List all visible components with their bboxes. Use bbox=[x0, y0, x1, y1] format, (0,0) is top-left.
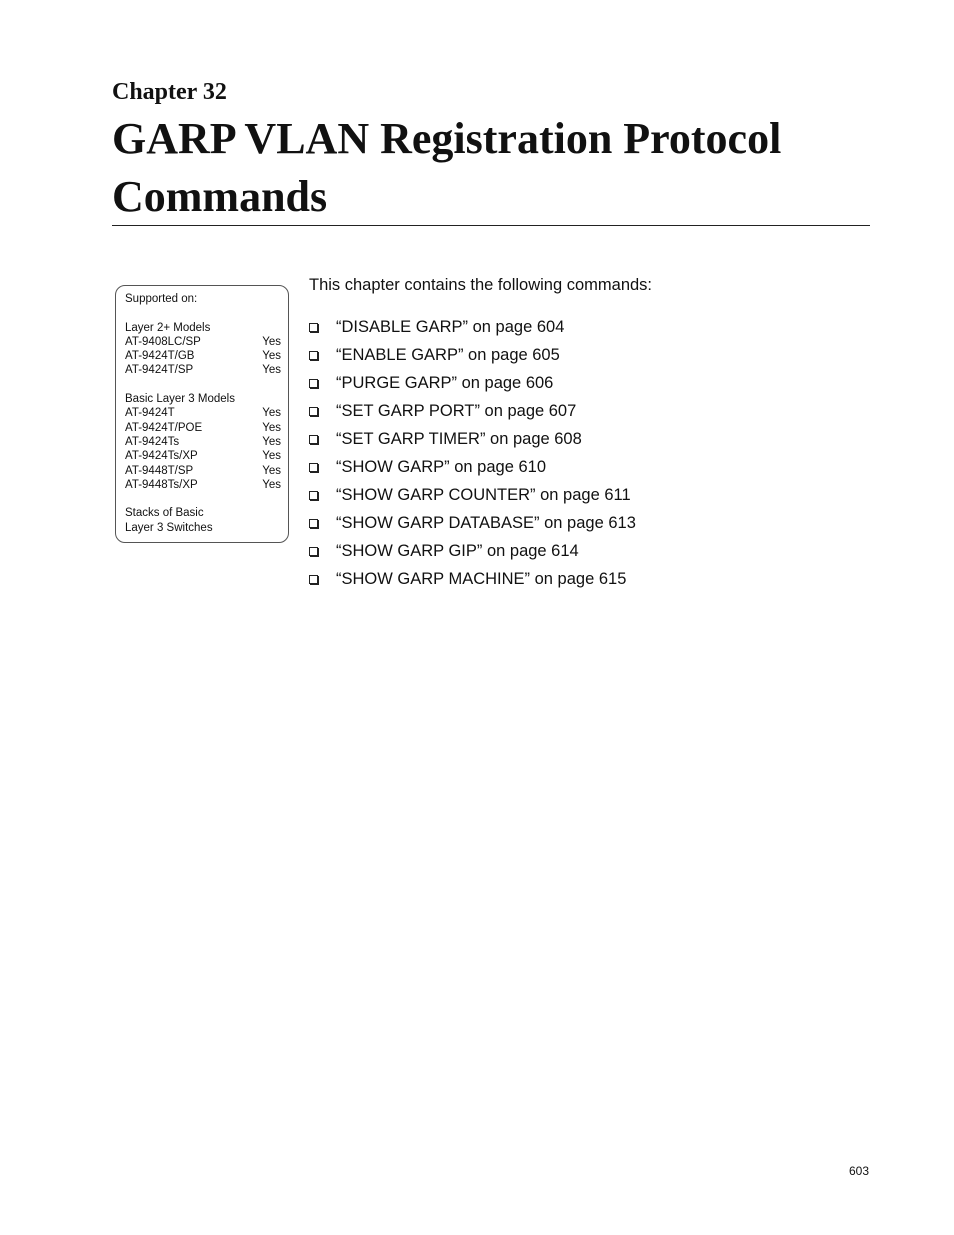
support-value: Yes bbox=[262, 335, 281, 348]
model-row bbox=[125, 335, 281, 349]
page-number: 603 bbox=[849, 1164, 870, 1178]
command-link[interactable]: “PURGE GARP” on page 606 bbox=[336, 373, 554, 392]
group-title: Basic Layer 3 Models bbox=[125, 393, 235, 406]
support-value: Yes bbox=[262, 350, 281, 363]
model-name: AT-9408LC/SP bbox=[125, 335, 201, 348]
list-item bbox=[309, 565, 636, 593]
model-row bbox=[125, 449, 281, 463]
model-row bbox=[125, 478, 281, 492]
command-link[interactable]: “SHOW GARP” on page 610 bbox=[336, 457, 547, 476]
group-title-line: Stacks of Basic bbox=[125, 507, 204, 520]
title-divider bbox=[112, 225, 870, 226]
command-link[interactable]: “SHOW GARP MACHINE” on page 615 bbox=[336, 569, 627, 588]
command-link[interactable]: “SET GARP TIMER” on page 608 bbox=[336, 429, 582, 448]
model-row bbox=[125, 406, 281, 420]
support-value: Yes bbox=[262, 364, 281, 377]
model-name: AT-9424T/POE bbox=[125, 421, 203, 434]
model-name: AT-9424T bbox=[125, 407, 175, 420]
model-row bbox=[125, 464, 281, 478]
layer2-models-group bbox=[125, 321, 281, 378]
list-item bbox=[309, 481, 636, 509]
command-link[interactable]: “SET GARP PORT” on page 607 bbox=[336, 401, 577, 420]
checkbox-bullet-icon bbox=[309, 519, 318, 528]
support-value: Yes bbox=[262, 421, 281, 434]
command-link[interactable]: “ENABLE GARP” on page 605 bbox=[336, 345, 560, 364]
checkbox-bullet-icon bbox=[309, 379, 318, 388]
checkbox-bullet-icon bbox=[309, 435, 318, 444]
list-item bbox=[309, 537, 636, 565]
model-name: AT-9448Ts/XP bbox=[125, 478, 198, 491]
command-link[interactable]: “SHOW GARP DATABASE” on page 613 bbox=[336, 513, 636, 532]
checkbox-bullet-icon bbox=[309, 547, 318, 556]
support-value: Yes bbox=[262, 478, 281, 491]
list-item bbox=[309, 369, 636, 397]
command-link[interactable]: “DISABLE GARP” on page 604 bbox=[336, 317, 565, 336]
checkbox-bullet-icon bbox=[309, 463, 318, 472]
list-item bbox=[309, 453, 636, 481]
command-link[interactable]: “SHOW GARP GIP” on page 614 bbox=[336, 541, 579, 560]
model-name: AT-9424Ts/XP bbox=[125, 450, 198, 463]
command-link[interactable]: “SHOW GARP COUNTER” on page 611 bbox=[336, 485, 631, 504]
checkbox-bullet-icon bbox=[309, 323, 318, 332]
chapter-title: GARP VLAN Registration Protocol Commands bbox=[112, 114, 782, 221]
supported-on-box bbox=[115, 285, 289, 543]
group-title-line: Layer 3 Switches bbox=[125, 521, 213, 534]
group-title: Layer 2+ Models bbox=[125, 321, 211, 334]
model-name: AT-9424Ts bbox=[125, 435, 180, 448]
chapter-label: Chapter 32 bbox=[112, 79, 227, 105]
model-row bbox=[125, 363, 281, 377]
model-name: AT-9448T/SP bbox=[125, 464, 194, 477]
stacks-group bbox=[125, 506, 281, 535]
support-value: Yes bbox=[262, 450, 281, 463]
model-row bbox=[125, 421, 281, 435]
model-row bbox=[125, 435, 281, 449]
command-list bbox=[309, 313, 636, 593]
checkbox-bullet-icon bbox=[309, 575, 318, 584]
support-value: Yes bbox=[262, 435, 281, 448]
support-value: Yes bbox=[262, 407, 281, 420]
basic-layer3-models-group bbox=[125, 392, 281, 492]
checkbox-bullet-icon bbox=[309, 407, 318, 416]
model-name: AT-9424T/GB bbox=[125, 350, 195, 363]
support-value: Yes bbox=[262, 464, 281, 477]
list-item bbox=[309, 397, 636, 425]
list-item bbox=[309, 509, 636, 537]
intro-text: This chapter contains the following commands: bbox=[309, 276, 653, 294]
model-row bbox=[125, 349, 281, 363]
list-item bbox=[309, 425, 636, 453]
model-name: AT-9424T/SP bbox=[125, 364, 194, 377]
checkbox-bullet-icon bbox=[309, 351, 318, 360]
list-item bbox=[309, 313, 636, 341]
list-item bbox=[309, 341, 636, 369]
supported-on-heading: Supported on: bbox=[125, 293, 198, 305]
checkbox-bullet-icon bbox=[309, 491, 318, 500]
